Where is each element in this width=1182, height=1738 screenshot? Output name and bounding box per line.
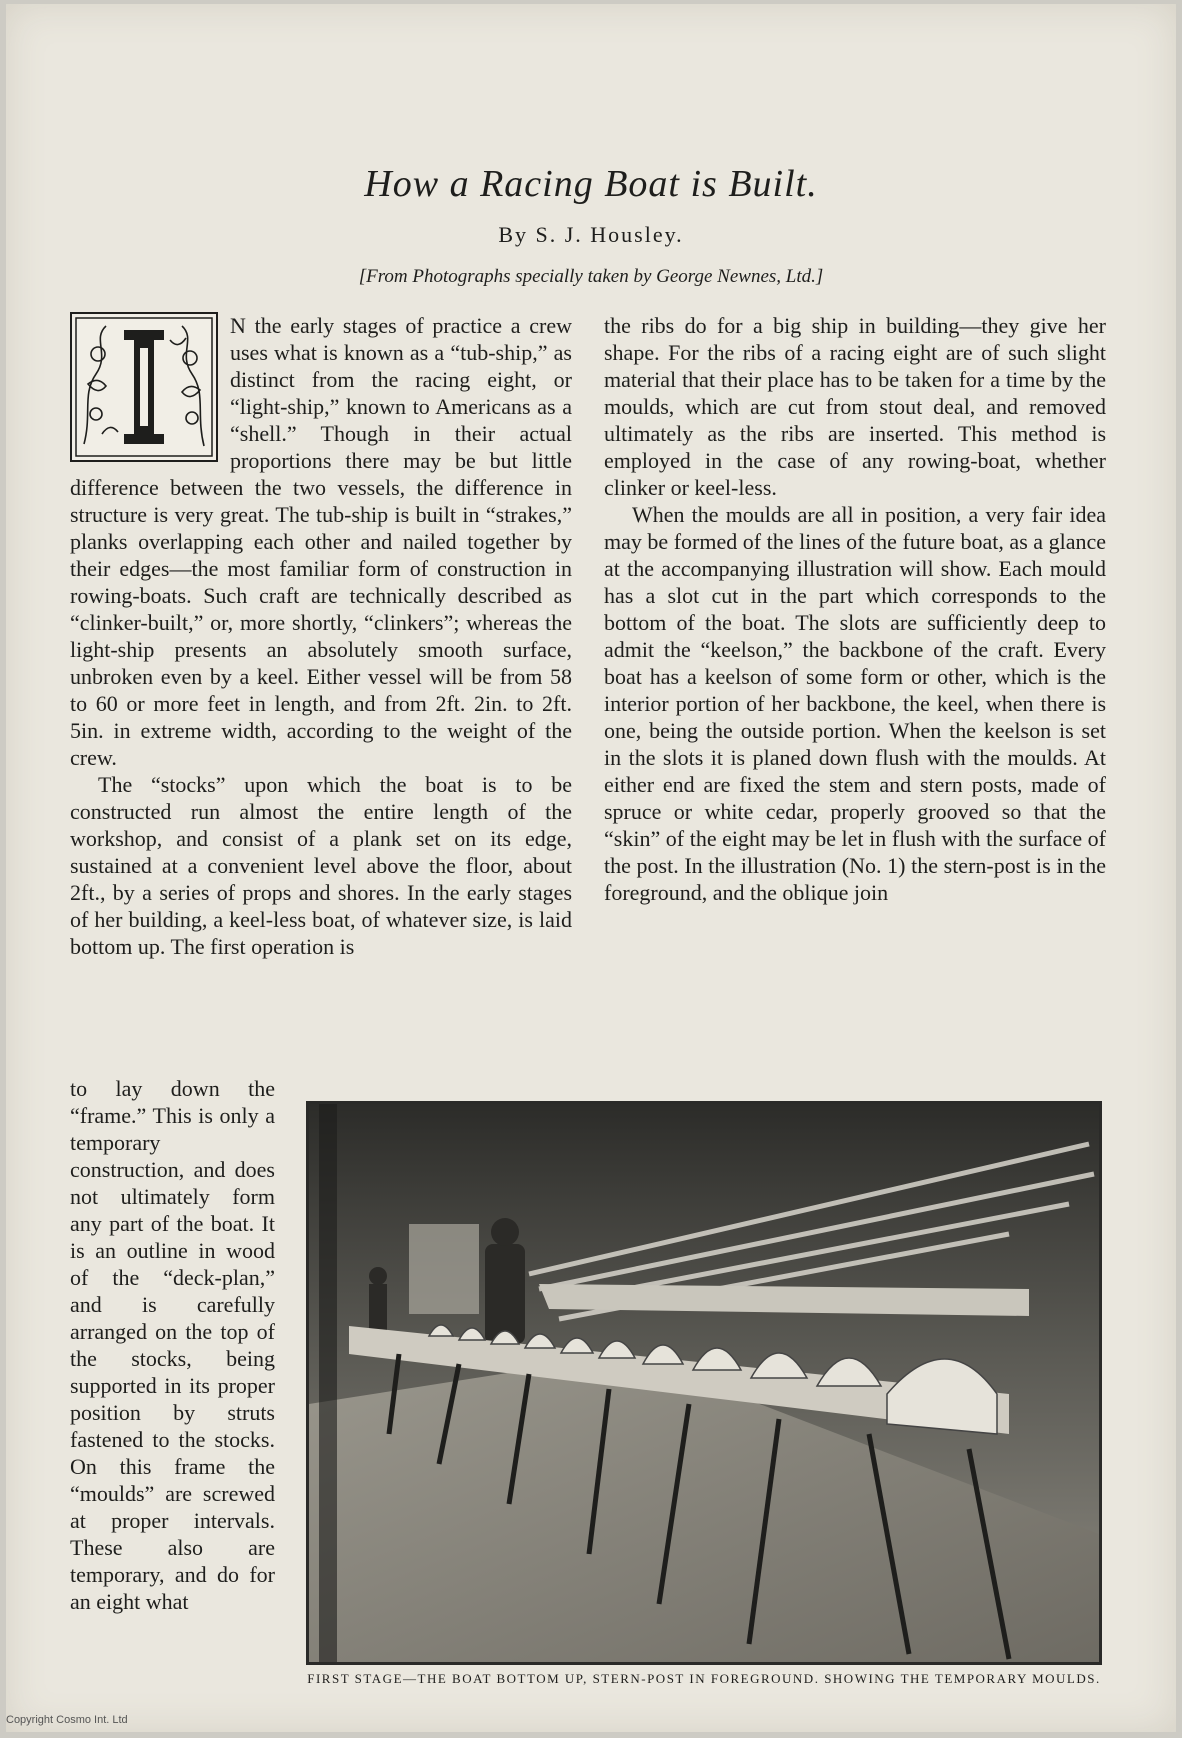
left-column	[70, 312, 572, 960]
svg-text:I: I	[144, 326, 145, 327]
magazine-page	[6, 4, 1176, 1732]
paragraph-frame: to lay down the “frame.” This is only a temporary construction, and does not ultimately form any part of the boat. It is an outline in wood of the “deck-plan,” and is carefully arranged on the top of the stocks, being supported in its proper position by struts fastened to the stocks. On this frame the “moulds” are screwed at proper intervals. These also are temporary, and do for an eight what	[70, 1076, 275, 1614]
floral-ornament-icon	[72, 314, 216, 460]
paragraph-stocks: The “stocks” upon which the boat is to be constructed run almost the entire length of the workshop, and consist of a plank set on its edge, sustained at a convenient level above the floor, about 2ft., by a series of props and shores. In the early stages of her building, a keel-less boat, of whatever size, is laid bottom up. The first operation is	[70, 772, 572, 959]
ornamental-dropcap	[70, 312, 218, 462]
right-column	[604, 312, 1106, 906]
photo-caption: FIRST STAGE—THE BOAT BOTTOM UP, STERN-POST IN FOREGROUND. SHOWING THE TEMPORARY MOULDS.	[307, 1671, 1101, 1686]
workshop-photograph	[306, 1101, 1102, 1665]
article-title: How a Racing Boat is Built.	[364, 163, 818, 205]
photo-credit: [From Photographs specially taken by George Newnes, Ltd.]	[358, 266, 824, 287]
boat-building-photo-illustration	[309, 1104, 1099, 1662]
narrow-column	[70, 1075, 275, 1615]
paragraph-intro: N the early stages of practice a crew uses what is known as a “tub-ship,” as distinct from the racing eight, or “light-ship,” known to Americans as a “shell.” Though in their actual proportions there may be but little difference between the two vessels, the difference in structure is very great. The tub-ship is built in “strakes,” planks overlapping each other and nailed together by their edges—the most familiar form of construction in rowing-boats. Such craft are technically described as “clinker-built,” or, more shortly, “clinkers”; whereas the light-ship presents an absolutely smooth surface, unbroken even by a keel. Either vessel will be from 58 to 60 or more feet in length, and from 2ft. 2in. to 2ft. 5in. in extreme width, according to the weight of the crew.	[70, 313, 572, 770]
paragraph-moulds: When the moulds are all in position, a very fair idea may be formed of the lines of the future boat, as a glance at the accompanying illustration will show. Each mould has a slot cut in the part which corresponds to the bottom of the boat. The slots are sufficiently deep to admit the “keelson,” the backbone of the craft. Every boat has a keelson of some form or other, which is the interior portion of her backbone, the keel, when there is one, being the outside portion. When the keelson is set in the slots it is planed down flush with the moulds. At either end are fixed the stem and stern posts, made of spruce or white cedar, properly grooved so that the “skin” of the eight may be let in flush with the surface of the post. In the illustration (No. 1) the stern-post is in the foreground, and the oblique join	[604, 502, 1106, 905]
copyright-watermark: Copyright Cosmo Int. Ltd	[6, 1714, 128, 1726]
article-byline: By S. J. Housley.	[498, 222, 684, 247]
paragraph-ribs: the ribs do for a big ship in building—they give her shape. For the ribs of a racing eight are of such slight material that their place has to be taken for a time by the moulds, which are cut from stout deal, and removed ultimately as the ribs are inserted. This method is employed in the case of any rowing-boat, whether clinker or keel-less.	[604, 313, 1106, 500]
